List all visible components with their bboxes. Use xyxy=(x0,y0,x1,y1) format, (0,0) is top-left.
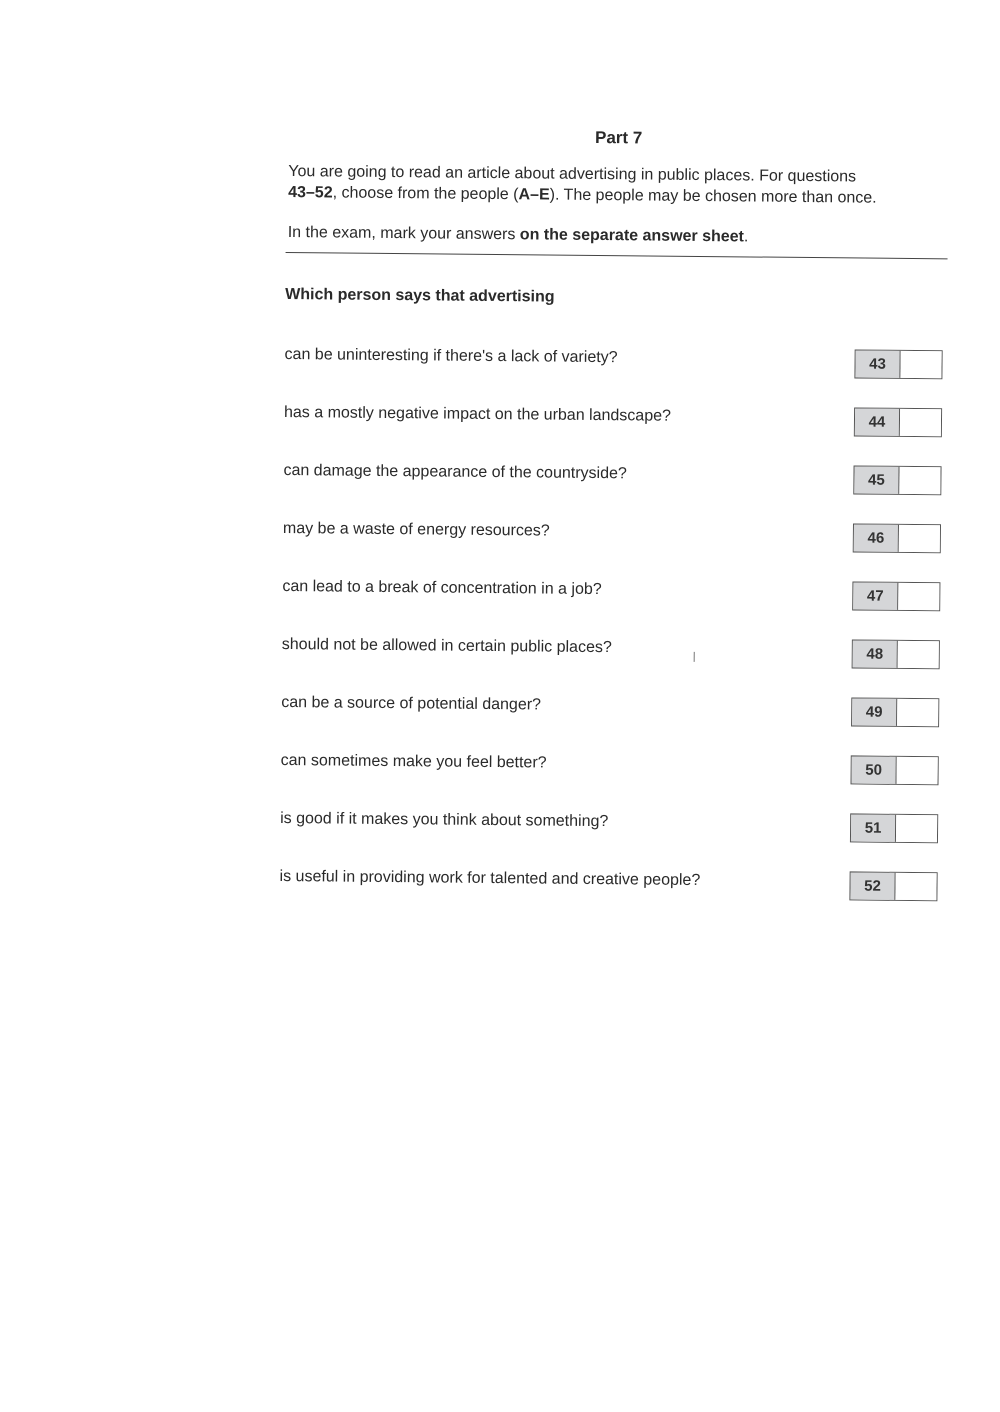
question-text: can damage the appearance of the countryside? xyxy=(283,461,627,483)
question-row xyxy=(283,518,947,556)
question-row xyxy=(280,808,944,846)
answer-input-slot[interactable] xyxy=(898,641,939,668)
answer-box xyxy=(854,349,942,379)
divider-line xyxy=(286,252,948,259)
question-number: 44 xyxy=(855,408,900,435)
instructions-line-2b: ). The people may be chosen more than once. xyxy=(549,186,877,207)
exam-note xyxy=(288,224,938,248)
answer-box xyxy=(852,639,940,669)
part-title: Part 7 xyxy=(594,127,643,148)
exam-note-emphasis: on the separate answer sheet xyxy=(519,226,745,246)
question-text: can be a source of potential danger? xyxy=(281,693,542,714)
question-text: should not be allowed in certain public places? xyxy=(281,635,612,657)
question-text: can sometimes make you feel better? xyxy=(280,751,547,772)
answer-box xyxy=(851,697,939,727)
exam-note-suffix: . xyxy=(743,228,749,246)
question-row xyxy=(283,460,947,498)
answer-box xyxy=(850,813,938,843)
answer-input-slot[interactable] xyxy=(897,757,938,784)
instructions-paragraph xyxy=(288,161,938,209)
scan-mark xyxy=(694,652,695,662)
answer-box xyxy=(853,465,941,495)
question-text: is useful in providing work for talented and creative people? xyxy=(279,867,701,889)
question-text: has a mostly negative impact on the urban landscape? xyxy=(283,403,672,425)
question-text: can be uninteresting if there's a lack of variety? xyxy=(284,345,618,367)
answer-input-slot[interactable] xyxy=(895,873,936,900)
question-number: 49 xyxy=(852,698,897,725)
question-stem: Which person says that advertising xyxy=(285,285,555,306)
answer-box xyxy=(850,755,938,785)
question-row xyxy=(280,750,944,788)
question-range: 43–52 xyxy=(288,184,333,202)
question-number: 48 xyxy=(853,640,898,667)
answer-input-slot[interactable] xyxy=(897,699,938,726)
answer-box xyxy=(849,871,937,901)
answer-input-slot[interactable] xyxy=(900,409,941,436)
answer-input-slot[interactable] xyxy=(899,525,940,552)
instructions-line-2a: , choose from the people ( xyxy=(332,184,519,204)
question-row xyxy=(279,866,943,904)
answer-input-slot[interactable] xyxy=(898,583,939,610)
question-number: 50 xyxy=(852,756,897,783)
part-7-section xyxy=(279,0,952,895)
answer-box xyxy=(852,581,940,611)
exam-note-prefix: In the exam, mark your answers xyxy=(287,224,520,244)
question-row xyxy=(281,692,945,730)
question-number: 45 xyxy=(854,466,899,493)
question-row xyxy=(284,402,948,440)
question-number: 51 xyxy=(851,814,896,841)
answer-input-slot[interactable] xyxy=(896,815,937,842)
question-row xyxy=(282,576,946,614)
answer-box xyxy=(854,407,942,437)
answer-box xyxy=(853,523,941,553)
answer-input-slot[interactable] xyxy=(900,351,941,378)
instructions-line-1: You are going to read an article about advertising in public places. For questions xyxy=(288,163,857,186)
question-row xyxy=(284,344,948,382)
people-range: A–E xyxy=(518,186,550,204)
question-text: is good if it makes you think about something? xyxy=(280,809,609,831)
answer-input-slot[interactable] xyxy=(899,467,940,494)
question-number: 43 xyxy=(855,350,900,377)
question-number: 46 xyxy=(854,524,899,551)
question-text: can lead to a break of concentration in a job? xyxy=(282,577,602,599)
question-row xyxy=(282,634,946,672)
question-number: 52 xyxy=(850,872,895,899)
question-text: may be a waste of energy resources? xyxy=(282,519,550,540)
question-number: 47 xyxy=(853,582,898,609)
